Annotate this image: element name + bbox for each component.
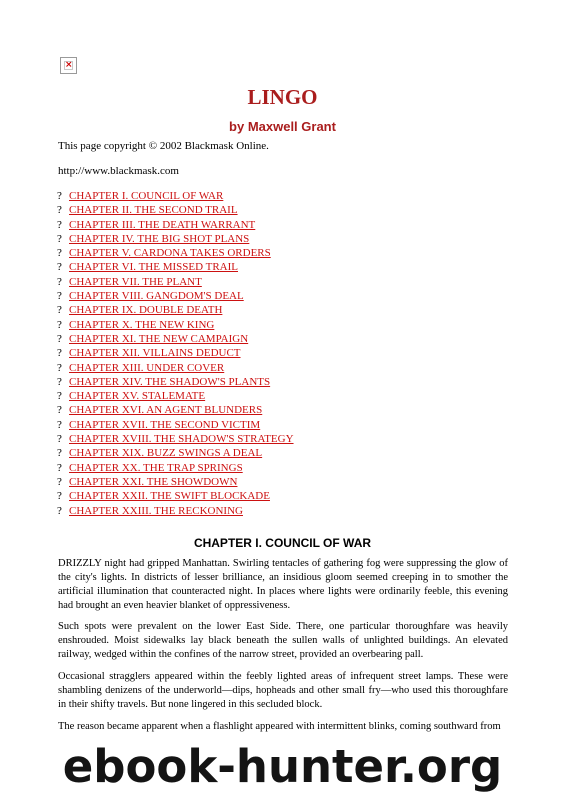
toc-chapter-link[interactable]: CHAPTER XIV. THE SHADOW'S PLANTS (69, 375, 271, 388)
toc-bullet: ? (57, 504, 62, 517)
toc-item (57, 318, 294, 332)
toc-bullet: ? (57, 247, 62, 260)
toc-bullet: ? (57, 204, 62, 217)
chapter-paragraph: Such spots were prevalent on the lower East Side. There, one particular thoroughfare was heavily enshrouded. Moist sidewalks lay black beneath the sullen walls of unlighted buildings. An elevated railway, wedged within the confines of the narrow street, provided an overbearing pall. (58, 621, 508, 660)
toc-item (57, 375, 294, 389)
toc-item (57, 346, 294, 360)
toc-bullet: ? (57, 490, 62, 503)
toc-item (57, 303, 294, 317)
toc-bullet: ? (57, 361, 62, 374)
toc-bullet: ? (57, 290, 62, 303)
book-author: by Maxwell Grant (229, 119, 336, 134)
toc-chapter-link[interactable]: CHAPTER VIII. GANGDOM'S DEAL (69, 290, 244, 303)
toc-bullet: ? (57, 304, 62, 317)
toc-item (57, 446, 294, 460)
toc-item (57, 289, 294, 303)
chapter-heading: CHAPTER I. COUNCIL OF WAR (193, 536, 372, 550)
toc-item (57, 275, 294, 289)
table-of-contents (57, 189, 294, 518)
toc-chapter-link[interactable]: CHAPTER XV. STALEMATE (69, 390, 206, 403)
toc-chapter-link[interactable]: CHAPTER XVI. AN AGENT BLUNDERS (69, 404, 263, 417)
chapter-paragraph: DRIZZLY night had gripped Manhattan. Swirling tentacles of gathering fog were suppressing the glow of the city's lights. In districts of lesser brilliance, an insidious gloom seemed creeping in to smother the artificial illumination that counteracted night. In places where lights were ordinarily feeble, this evening had brought an even heavier blanket of oppressiveness. (58, 558, 508, 611)
toc-bullet: ? (57, 447, 62, 460)
toc-item (57, 232, 294, 246)
toc-chapter-link[interactable]: CHAPTER I. COUNCIL OF WAR (69, 190, 224, 202)
toc-item (57, 403, 294, 417)
toc-item (57, 389, 294, 403)
toc-chapter-link[interactable]: CHAPTER XVII. THE SECOND VICTIM (69, 418, 261, 431)
toc-bullet: ? (57, 218, 62, 231)
toc-item (57, 246, 294, 260)
toc-bullet: ? (57, 404, 62, 417)
toc-item (57, 260, 294, 274)
toc-item (57, 203, 294, 217)
toc-bullet: ? (57, 318, 62, 331)
toc-item (57, 218, 294, 232)
toc-bullet: ? (57, 390, 62, 403)
toc-bullet: ? (57, 461, 62, 474)
toc-bullet: ? (57, 332, 62, 345)
toc-bullet: ? (57, 261, 62, 274)
toc-bullet: ? (57, 418, 62, 431)
toc-chapter-link[interactable]: CHAPTER XVIII. THE SHADOW'S STRATEGY (69, 433, 294, 446)
toc-bullet: ? (57, 375, 62, 388)
toc-bullet: ? (57, 475, 62, 488)
toc-bullet: ? (57, 232, 62, 245)
toc-chapter-link[interactable]: CHAPTER VII. THE PLANT (69, 275, 202, 288)
toc-item (57, 361, 294, 375)
toc-item (57, 189, 294, 203)
toc-bullet: ? (57, 347, 62, 360)
toc-item (57, 475, 294, 489)
toc-item (57, 461, 294, 475)
broken-image-icon: × (60, 57, 77, 74)
toc-chapter-link[interactable]: CHAPTER XXI. THE SHOWDOWN (69, 475, 238, 488)
toc-item (57, 504, 294, 518)
toc-chapter-link[interactable]: CHAPTER XXIII. THE RECKONING (69, 504, 243, 517)
toc-bullet: ? (57, 433, 62, 446)
toc-chapter-link[interactable]: CHAPTER IX. DOUBLE DEATH (69, 304, 223, 317)
toc-chapter-link[interactable]: CHAPTER XI. THE NEW CAMPAIGN (69, 332, 249, 345)
toc-item (57, 418, 294, 432)
toc-chapter-link[interactable]: CHAPTER II. THE SECOND TRAIL (69, 204, 238, 217)
site-url: http://www.blackmask.com (58, 165, 179, 177)
toc-chapter-link[interactable]: CHAPTER VI. THE MISSED TRAIL (69, 261, 238, 274)
toc-chapter-link[interactable]: CHAPTER XIII. UNDER COVER (69, 361, 225, 374)
toc-chapter-link[interactable]: CHAPTER V. CARDONA TAKES ORDERS (69, 247, 271, 260)
toc-chapter-link[interactable]: CHAPTER XII. VILLAINS DEDUCT (69, 347, 241, 360)
toc-item (57, 332, 294, 346)
toc-bullet: ? (57, 275, 62, 288)
toc-item (57, 432, 294, 446)
book-title: LINGO (247, 85, 318, 109)
toc-chapter-link[interactable]: CHAPTER XIX. BUZZ SWINGS A DEAL (69, 447, 263, 460)
toc-chapter-link[interactable]: CHAPTER XX. THE TRAP SPRINGS (69, 461, 243, 474)
toc-bullet: ? (57, 190, 62, 202)
watermark: ebook-hunter.org (62, 740, 503, 793)
toc-chapter-link[interactable]: CHAPTER IV. THE BIG SHOT PLANS (69, 232, 250, 245)
copyright-notice: This page copyright © 2002 Blackmask Online. (58, 140, 269, 152)
toc-chapter-link[interactable]: CHAPTER X. THE NEW KING (69, 318, 215, 331)
chapter-paragraph: Occasional stragglers appeared within the feebly lighted areas of infrequent street lamps. These were shambling denizens of the underworld—dips, hopheads and other small fry—who used this thoroughfare in their shifty travels. But none lingered in this secluded block. (58, 671, 508, 710)
toc-chapter-link[interactable]: CHAPTER III. THE DEATH WARRANT (69, 218, 256, 231)
toc-chapter-link[interactable]: CHAPTER XXII. THE SWIFT BLOCKADE (69, 490, 270, 503)
toc-item (57, 489, 294, 503)
chapter-paragraph: The reason became apparent when a flashlight appeared with intermittent blinks, coming southward from (58, 721, 501, 732)
